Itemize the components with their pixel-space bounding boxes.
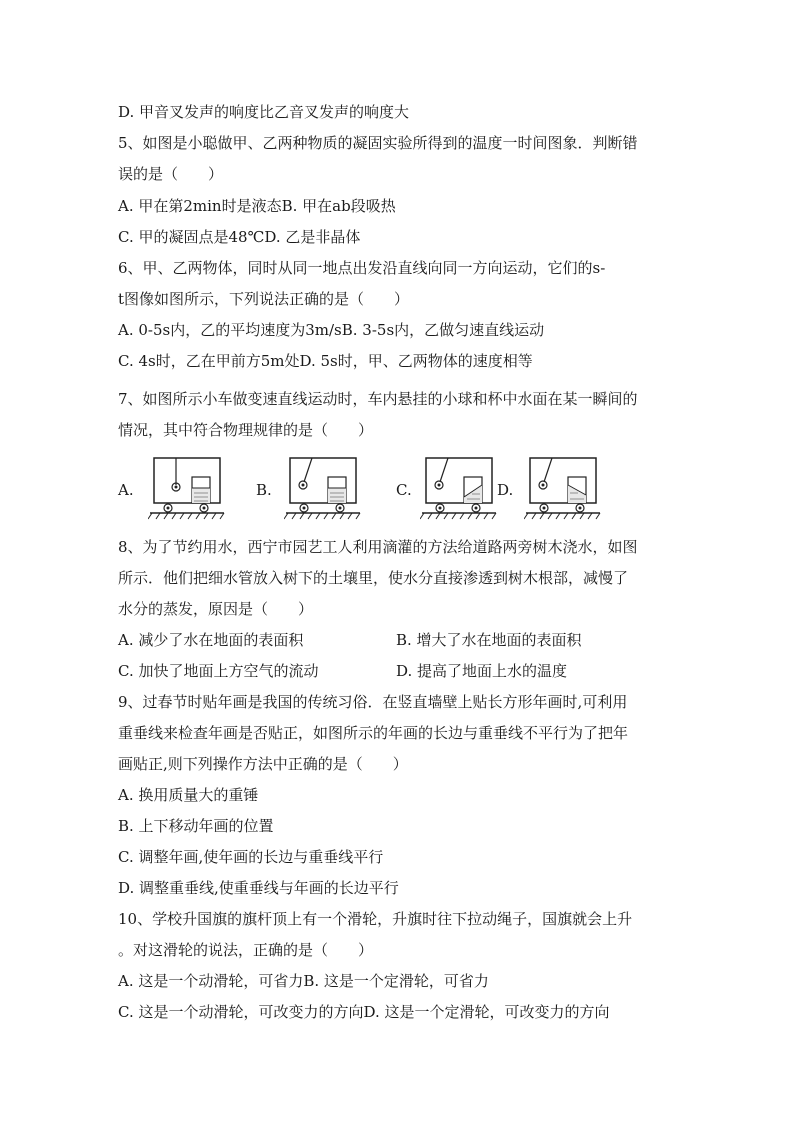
q9-option-d: D. 调整重垂线,使重垂线与年画的长边平行: [118, 879, 399, 897]
question-8: 8、为了节约用水，西宁市园艺工人利用滴灌的方法给道路两旁树木浇水，如图: [118, 538, 638, 556]
cart-figure-c: [420, 455, 500, 523]
q5-options-cd: C. 甲的凝固点是48℃D. 乙是非晶体: [118, 228, 361, 246]
q8-option-d: D. 提高了地面上水的温度: [396, 662, 568, 680]
q8-option-b: B. 增大了水在地面的表面积: [396, 631, 582, 649]
figure-7-label-c: C.: [396, 481, 412, 499]
question-6: 6、甲、乙两物体，同时从同一地点出发沿直线向同一方向运动，它们的s-: [118, 259, 606, 277]
q9-option-b: B. 上下移动年画的位置: [118, 817, 274, 835]
q8-option-a: A. 减少了水在地面的表面积: [118, 631, 304, 649]
cart-figure-b: [284, 455, 364, 523]
figure-7-label-a: A.: [118, 481, 134, 499]
q10-options-cd: C. 这是一个动滑轮，可改变力的方向D. 这是一个定滑轮，可改变力的方向: [118, 1003, 610, 1021]
question-8-cont2: 水分的蒸发，原因是（ ）: [118, 600, 314, 618]
question-9: 9、过春节时贴年画是我国的传统习俗．在竖直墙壁上贴长方形年画时,可利用: [118, 693, 628, 711]
question-6-cont: t图像如图所示，下列说法正确的是（ ）: [118, 290, 410, 308]
q9-option-a: A. 换用质量大的重锤: [118, 786, 259, 804]
question-7-cont: 情况，其中符合物理规律的是（ ）: [118, 421, 374, 439]
question-10-cont: 。对这滑轮的说法，正确的是（ ）: [118, 941, 374, 959]
q6-options-cd: C. 4s时，乙在甲前方5m处D. 5s时，甲、乙两物体的速度相等: [118, 352, 533, 370]
question-10: 10、学校升国旗的旗杆顶上有一个滑轮，升旗时往下拉动绳子，国旗就会上升: [118, 910, 633, 928]
question-5-cont: 误的是（ ）: [118, 165, 224, 183]
question-8-cont: 所示．他们把细水管放入树下的土壤里，使水分直接渗透到树木根部，减慢了: [118, 569, 629, 587]
q8-option-c: C. 加快了地面上方空气的流动: [118, 662, 319, 680]
q6-options-ab: A. 0-5s内，乙的平均速度为3m/sB. 3-5s内，乙做匀速直线运动: [118, 321, 545, 339]
cart-figure-d: [524, 455, 604, 523]
line-d-option: D. 甲音叉发声的响度比乙音叉发声的响度大: [118, 103, 410, 121]
figure-7-label-d: D.: [497, 481, 514, 499]
figure-7-label-b: B.: [256, 481, 272, 499]
q5-options-ab: A. 甲在第2min时是液态B. 甲在ab段吸热: [118, 197, 396, 215]
question-7: 7、如图所示小车做变速直线运动时，车内悬挂的小球和杯中水面在某一瞬间的: [118, 390, 638, 408]
question-9-cont: 重垂线来检查年画是否贴正，如图所示的年画的长边与重垂线不平行为了把年: [118, 724, 629, 742]
q10-options-ab: A. 这是一个动滑轮，可省力B. 这是一个定滑轮，可省力: [118, 972, 489, 990]
question-5: 5、如图是小聪做甲、乙两种物质的凝固实验所得到的温度一时间图象．判断错: [118, 134, 638, 152]
question-9-cont2: 画贴正,则下列操作方法中正确的是（ ）: [118, 755, 408, 773]
cart-figure-a: [148, 455, 228, 523]
q9-option-c: C. 调整年画,使年画的长边与重垂线平行: [118, 848, 384, 866]
